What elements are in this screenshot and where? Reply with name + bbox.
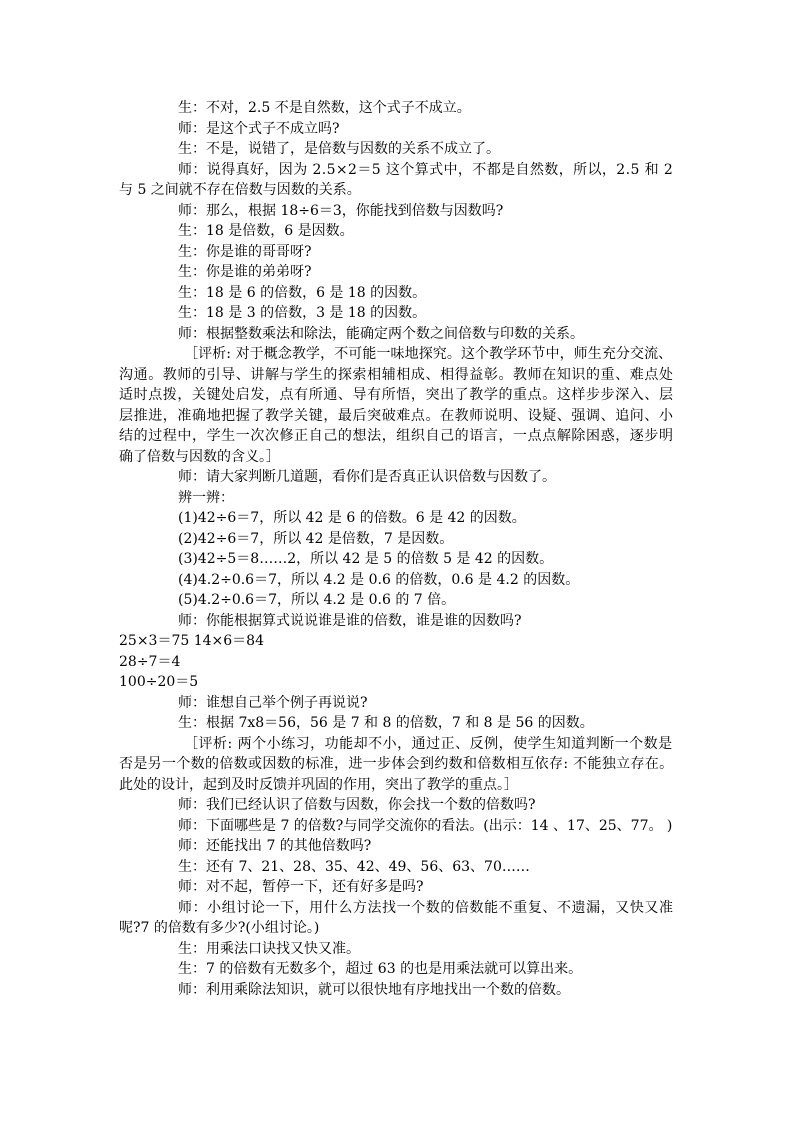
- text-line: 生：不是，说错了，是倍数与因数的关系不成立了。: [178, 141, 500, 157]
- text-line: 层推进，准确地把握了教学关键，最后突破难点。在教师说明、设疑、强调、追问、小: [119, 407, 674, 424]
- text-line: (4)4.2÷0.6＝7，所以 4.2 是 0.6 的倍数，0.6 是 4.2 的因数。: [178, 571, 580, 588]
- text-line: 师：还能找出 7 的其他倍数吗?: [178, 838, 372, 854]
- text-line: 25×3＝75 14×6＝84: [119, 633, 264, 649]
- text-line: 生：你是谁的哥哥呀?: [178, 243, 312, 260]
- text-line: 生：用乘法口诀找又快又准。: [178, 940, 360, 957]
- text-line: 师：请大家判断几道题，看你们是否真正认识倍数与因数了。: [178, 469, 556, 485]
- text-line: 生：7 的倍数有无数多个，超过 63 的也是用乘法就可以算出来。: [178, 961, 583, 977]
- text-line: 生：还有 7、21、28、35、42、49、56、63、70……: [178, 858, 530, 875]
- text-line: 师：小组讨论一下，用什么方法找一个数的倍数能不重复、不遗漏，又快又准: [178, 899, 674, 916]
- text-line: 生：不对，2.5 不是自然数，这个式子不成立。: [178, 100, 471, 116]
- text-line: 师：谁想自己举个例子再说说?: [178, 694, 368, 711]
- text-line: ［评析: 两个小练习，功能却不小，通过正、反例，使学生知道判断一个数是: [184, 735, 673, 752]
- text-line: (2)42÷6＝7，所以 42 是倍数，7 是因数。: [178, 530, 454, 547]
- text-line: 师：根据整数乘法和除法，能确定两个数之间倍数与印数的关系。: [178, 325, 584, 342]
- text-line: 呢?7 的倍数有多少?(小组讨论。): [119, 920, 320, 936]
- text-line: 生：18 是 3 的倍数，3 是 18 的因数。: [178, 305, 427, 321]
- text-line: (3)42÷5＝8……2，所以 42 是 5 的倍数 5 是 42 的因数。: [178, 551, 554, 567]
- text-line: 师：我们已经认识了倍数与因数，你会找一个数的倍数吗?: [178, 797, 536, 813]
- text-line: 师：是这个式子不成立吗?: [178, 120, 340, 137]
- text-line: 师：利用乘除法知识，就可以很快地有序地找出一个数的倍数。: [178, 981, 570, 998]
- text-line: ［评析: 对于概念教学，不可能一味地探究。这个教学环节中，师生充分交流、: [184, 346, 673, 362]
- text-line: 否是另一个数的倍数或因数的标准，进一步体会到约数和倍数相互依存: 不能独立存在。: [119, 756, 674, 772]
- text-line: 结的过程中，学生一次次修正自己的想法，组织自己的语言，一点点解除困惑，逐步明: [119, 428, 674, 444]
- text-line: 与 5 之间就不存在倍数与因数的关系。: [119, 182, 361, 198]
- text-line: 辨一辨：: [178, 489, 234, 506]
- text-line: 100÷20＝5: [119, 674, 199, 690]
- text-line: 沟通。教师的引导、讲解与学生的探索相辅相成、相得益彰。教师在知识的重、难点处: [119, 366, 674, 383]
- text-line: 生：18 是倍数，6 是因数。: [178, 223, 354, 239]
- text-line: 师：你能根据算式说说谁是谁的倍数，谁是谁的因数吗?: [178, 612, 522, 629]
- text-line: 师：说得真好，因为 2.5×2＝5 这个算式中，不都是自然数，所以，2.5 和 2: [178, 161, 674, 178]
- text-line: (5)4.2÷0.6＝7，所以 4.2 是 0.6 的 7 倍。: [178, 592, 456, 608]
- text-line: 28÷7＝4: [119, 653, 181, 670]
- text-line: 生：你是谁的弟弟呀?: [178, 264, 312, 280]
- text-line: 确了倍数与因数的含义。］: [119, 448, 280, 465]
- text-line: 此处的设计，起到及时反馈并巩固的作用，突出了教学的重点。］: [119, 776, 518, 793]
- text-line: 生：根据 7x8＝56，56 是 7 和 8 的倍数，7 和 8 是 56 的因数。: [178, 715, 594, 731]
- text-line: 生：18 是 6 的倍数，6 是 18 的因数。: [178, 284, 427, 301]
- text-line: 适时点拨，关键处启发，点有所通、导有所悟，突出了教学的重点。这样步步深入、层: [119, 387, 674, 403]
- text-line: 师：下面哪些是 7 的倍数?与同学交流你的看法。(出示：14 、17、25、77。 ): [178, 817, 673, 834]
- text-line: 师：那么，根据 18÷6＝3，你能找到倍数与因数吗?: [178, 202, 504, 219]
- text-line: (1)42÷6＝7，所以 42 是 6 的倍数。6 是 42 的因数。: [178, 510, 526, 526]
- text-line: 师：对不起，暂停一下，还有好多是吗?: [178, 879, 424, 895]
